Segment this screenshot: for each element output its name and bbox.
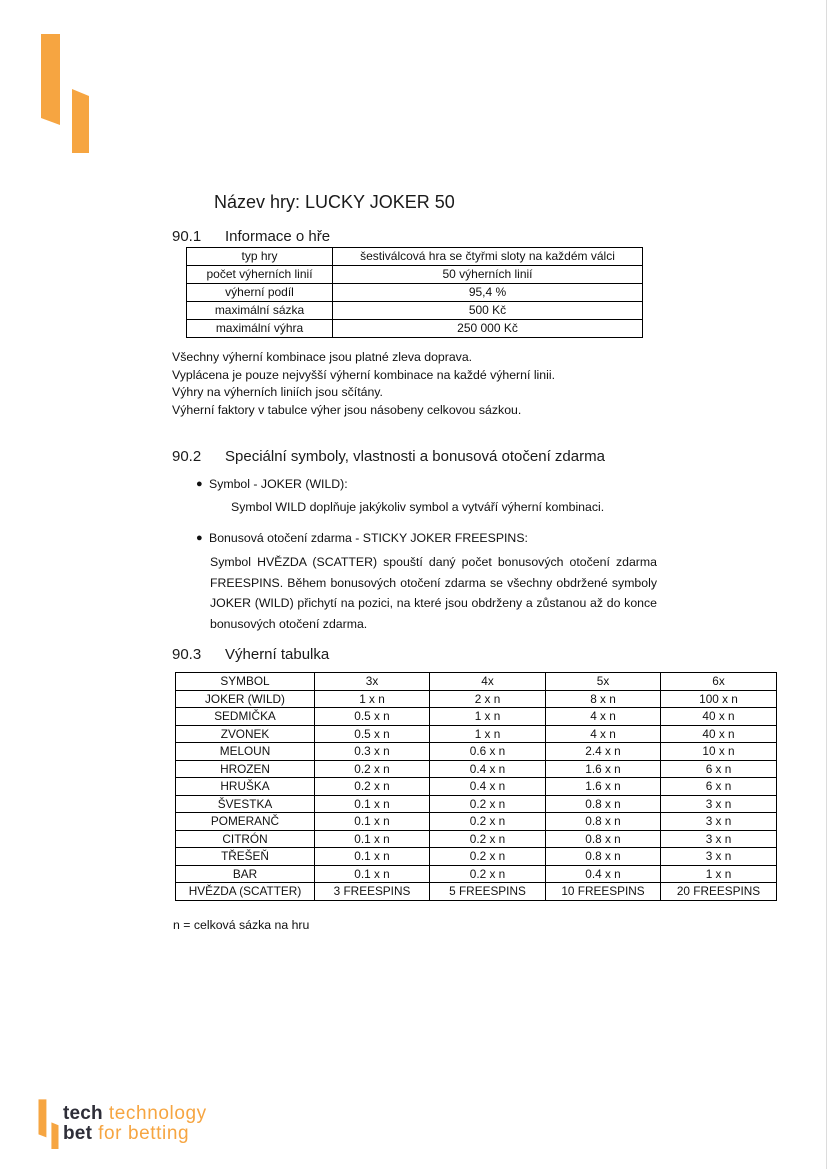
paytable-value-cell: 0.8 x n <box>546 848 661 866</box>
paytable-value-cell: 10 x n <box>661 743 777 761</box>
section-number: 90.3 <box>172 646 202 663</box>
bullet-icon: ● <box>196 532 203 544</box>
paytable-symbol-cell: JOKER (WILD) <box>176 690 315 708</box>
paytable-value-cell: 0.2 x n <box>430 848 546 866</box>
paytable-value-cell: 40 x n <box>661 725 777 743</box>
section-title: Výherní tabulka <box>225 646 330 663</box>
bullet-icon: ● <box>196 478 203 490</box>
paytable-row <box>176 743 777 761</box>
info-label-cell: maximální výhra <box>187 320 333 338</box>
section-heading-90-2 <box>172 447 605 466</box>
paytable-value-cell: 0.1 x n <box>315 848 430 866</box>
paytable-footnote: n = celková sázka na hru <box>173 918 310 932</box>
paytable-value-cell: 1.6 x n <box>546 760 661 778</box>
section-title: Informace o hře <box>225 228 331 245</box>
paytable-symbol-cell: BAR <box>176 865 315 883</box>
paytable-symbol-cell: MELOUN <box>176 743 315 761</box>
info-label-cell: maximální sázka <box>187 302 333 320</box>
paytable-value-cell: 4 x n <box>546 708 661 726</box>
paytable-value-cell: 20 FREESPINS <box>661 883 777 901</box>
paytable-value-cell: 0.2 x n <box>315 760 430 778</box>
paytable-value-cell: 0.5 x n <box>315 708 430 726</box>
paytable-value-cell: 0.1 x n <box>315 795 430 813</box>
paytable-value-cell: 1.6 x n <box>546 778 661 796</box>
paytable-value-cell: 10 FREESPINS <box>546 883 661 901</box>
paytable-symbol-cell: POMERANČ <box>176 813 315 831</box>
paytable-value-cell: 0.4 x n <box>430 760 546 778</box>
footer-brand <box>38 1098 207 1150</box>
paytable-row <box>176 778 777 796</box>
paytable-value-cell: 3 x n <box>661 813 777 831</box>
rule-line: Výherní faktory v tabulce výher jsou násobeny celkovou sázkou. <box>172 402 522 417</box>
paytable-value-cell: 100 x n <box>661 690 777 708</box>
paytable-row <box>176 813 777 831</box>
rule-line: Všechny výherní kombinace jsou platné zleva doprava. <box>172 350 473 364</box>
paytable-value-cell: 0.8 x n <box>546 813 661 831</box>
paytable-value-cell: 1 x n <box>430 725 546 743</box>
paytable-value-cell: 1 x n <box>315 690 430 708</box>
paytable-value-cell: 0.8 x n <box>546 830 661 848</box>
bullet-description-freespins: Symbol HVĚZDA (SCATTER) spouští daný počet bonusových otočení zdarma FREESPINS. Během bonusových otočení zdarma se všechny obdržené symboly JOKER (WILD) přichytí na pozici, na které jsou obdrženy a zůstanou až do konce bonusových otočení zdarma. <box>210 555 657 631</box>
info-value-cell: 50 výherních linií <box>333 266 643 284</box>
paytable-header-cell: 4x <box>430 673 546 691</box>
paytable-value-cell: 0.6 x n <box>430 743 546 761</box>
paytable-value-cell: 3 x n <box>661 830 777 848</box>
paytable-value-cell: 1 x n <box>661 865 777 883</box>
paytable-value-cell: 0.4 x n <box>430 778 546 796</box>
paytable-value-cell: 0.1 x n <box>315 865 430 883</box>
paytable-value-cell: 1 x n <box>430 708 546 726</box>
paytable-value-cell: 0.1 x n <box>315 830 430 848</box>
info-label-cell: počet výherních linií <box>187 266 333 284</box>
info-table-row <box>187 320 643 338</box>
rule-line: Výhry na výherních liniích jsou sčítány. <box>172 385 383 399</box>
paytable-header-row <box>176 673 777 691</box>
paytable-value-cell: 0.2 x n <box>430 813 546 831</box>
paytable-value-cell: 3 x n <box>661 848 777 866</box>
paytable-symbol-cell: HVĚZDA (SCATTER) <box>176 883 315 901</box>
paytable-symbol-cell: ŠVESTKA <box>176 795 315 813</box>
paytable-symbol-cell: HROZEN <box>176 760 315 778</box>
paytable-value-cell: 0.5 x n <box>315 725 430 743</box>
bullet-label: Symbol - JOKER (WILD): <box>209 477 348 491</box>
bullet-item-wild <box>196 477 348 491</box>
paytable-value-cell: 2 x n <box>430 690 546 708</box>
paytable-symbol-cell: TŘEŠEŇ <box>176 848 315 866</box>
info-value-cell: šestiválcová hra se čtyřmi sloty na každém válci <box>333 248 643 266</box>
info-value-cell: 250 000 Kč <box>333 320 643 338</box>
paytable-row <box>176 708 777 726</box>
paytable-value-cell: 3 x n <box>661 795 777 813</box>
paytable-value-cell: 4 x n <box>546 725 661 743</box>
paytable-value-cell: 0.2 x n <box>430 795 546 813</box>
paytable-value-cell: 0.2 x n <box>430 865 546 883</box>
paytable-row <box>176 725 777 743</box>
paytable-value-cell: 3 FREESPINS <box>315 883 430 901</box>
section-number: 90.1 <box>172 228 202 245</box>
paytable-symbol-cell: SEDMIČKA <box>176 708 315 726</box>
paytable-value-cell: 6 x n <box>661 760 777 778</box>
paytable-row <box>176 795 777 813</box>
paytable-value-cell: 0.3 x n <box>315 743 430 761</box>
bullet-description-wild: Symbol WILD doplňuje jakýkoliv symbol a vytváří výherní kombinaci. <box>231 500 605 514</box>
section-title: Speciální symboly, vlastnosti a bonusová otočení zdarma <box>225 448 605 465</box>
paytable-value-cell: 0.8 x n <box>546 795 661 813</box>
footer-brand-text <box>63 1104 207 1144</box>
info-table-row <box>187 302 643 320</box>
brand-word-tech: tech <box>63 1103 103 1124</box>
info-table-row <box>187 284 643 302</box>
tagline-word-for-betting: for betting <box>98 1123 190 1144</box>
paytable-value-cell: 8 x n <box>546 690 661 708</box>
brand-word-bet: bet <box>63 1123 93 1144</box>
paytable-symbol-cell: CITRÓN <box>176 830 315 848</box>
section-heading-90-3 <box>172 645 329 664</box>
info-table-row <box>187 266 643 284</box>
paytable-value-cell: 0.4 x n <box>546 865 661 883</box>
paytable-header-cell: SYMBOL <box>176 673 315 691</box>
info-value-cell: 95,4 % <box>333 284 643 302</box>
paytable-row <box>176 760 777 778</box>
info-table-row <box>187 248 643 266</box>
info-value-cell: 500 Kč <box>333 302 643 320</box>
paytable-value-cell: 0.2 x n <box>315 778 430 796</box>
section-number: 90.2 <box>172 448 202 465</box>
paytable <box>175 672 777 901</box>
paytable-row <box>176 865 777 883</box>
rule-line: Vyplácena je pouze nejvyšší výherní kombinace na každé výherní linii. <box>172 367 556 382</box>
info-label-cell: typ hry <box>187 248 333 266</box>
bullet-label: Bonusová otočení zdarma - STICKY JOKER FREESPINS: <box>209 531 528 545</box>
page-title: Název hry: LUCKY JOKER 50 <box>214 192 455 212</box>
bullet-item-freespins <box>196 531 528 545</box>
paytable-value-cell: 0.1 x n <box>315 813 430 831</box>
techbet-logo-icon <box>40 33 90 153</box>
paytable-value-cell: 40 x n <box>661 708 777 726</box>
paytable-value-cell: 0.2 x n <box>430 830 546 848</box>
paytable-value-cell: 5 FREESPINS <box>430 883 546 901</box>
tagline-word-technology: technology <box>108 1103 207 1124</box>
paytable-symbol-cell: ZVONEK <box>176 725 315 743</box>
paytable-row <box>176 830 777 848</box>
rules-paragraphs <box>172 349 692 419</box>
paytable-value-cell: 2.4 x n <box>546 743 661 761</box>
paytable-symbol-cell: HRUŠKA <box>176 778 315 796</box>
paytable-row <box>176 883 777 901</box>
paytable-row <box>176 690 777 708</box>
info-label-cell: výherní podíl <box>187 284 333 302</box>
paytable-header-cell: 3x <box>315 673 430 691</box>
paytable-row <box>176 848 777 866</box>
info-table <box>186 247 643 338</box>
section-heading-90-1 <box>172 227 330 246</box>
paytable-header-cell: 5x <box>546 673 661 691</box>
paytable-header-cell: 6x <box>661 673 777 691</box>
paytable-value-cell: 6 x n <box>661 778 777 796</box>
techbet-logo-icon <box>38 1099 59 1149</box>
